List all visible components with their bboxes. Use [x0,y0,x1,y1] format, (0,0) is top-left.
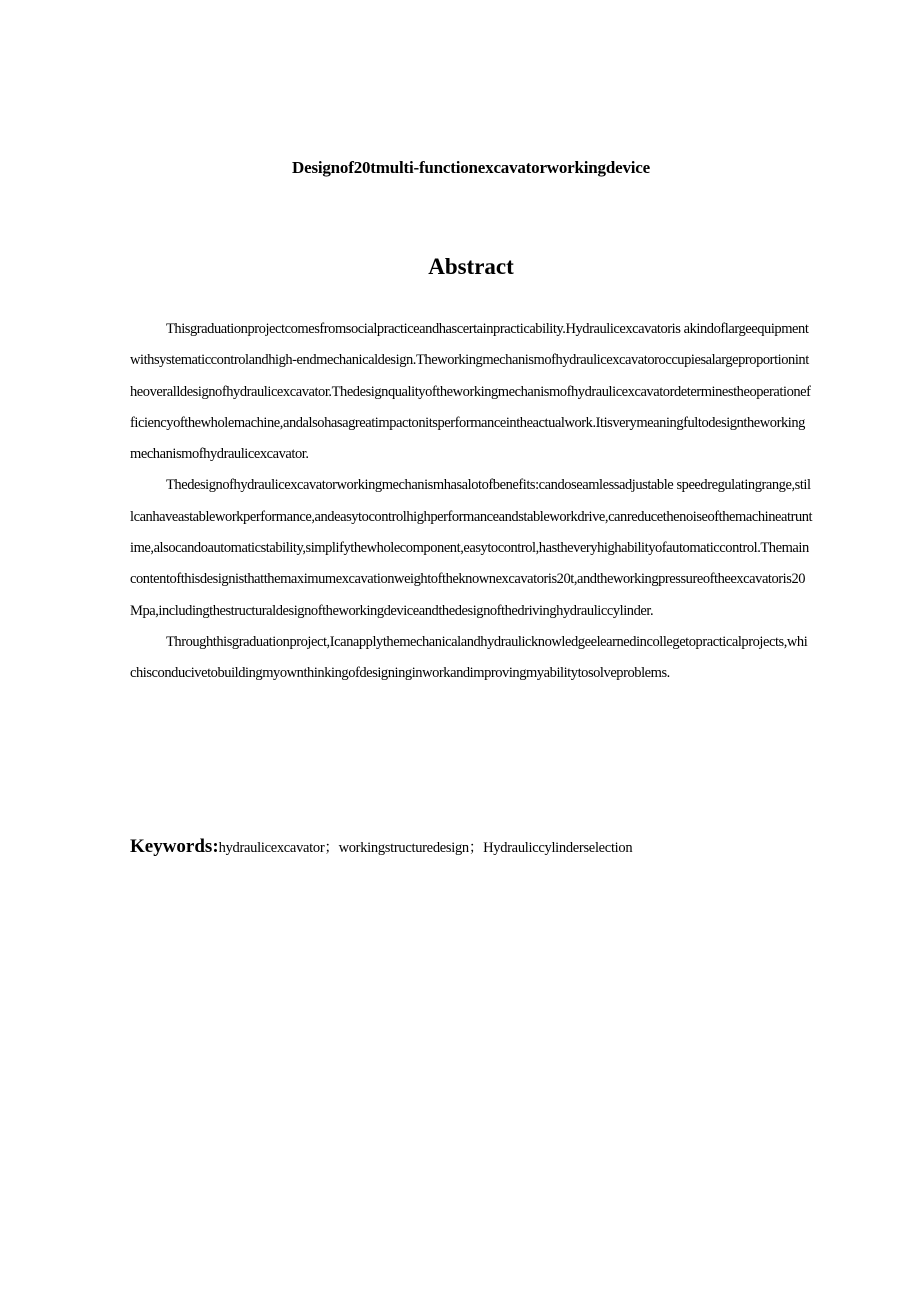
abstract-paragraph-1: Thisgraduationprojectcomesfromsocialpracticeandhascertainpracticability.Hydraulicexcavatoris akindoflargeequipmentwithsystematiccontrolandhigh-endmechanicaldesign.Theworkingmechanismofhydraulicexcavatoroccupiesalargeproportionintheoveralldesignofhydraulicexcavator.Thedesignqualityoftheworkingmechanismofhydraulicexcavatordeterminestheoperationefficiencyofthewholemachine,andalsohasagreatimpactonitsperformanceintheactualwork.Itisverymeaningfultodesigntheworkingmechanismofhydraulicexcavator. [130,321,811,463]
thesis-title: Designof20tmulti-functionexcavatorworkingdevice [292,158,650,177]
abstract-paragraph-2: Thedesignofhydraulicexcavatorworkingmechanismhasalotofbenefits:candoseamlessadjustable speedregulatingrange,stillcanhaveastableworkperformance,andeasytocontrolhighperformanceandstableworkdrive,canreducethenoiseofthemachineatruntime,alsocandoautomaticstability,simplifythewholecomponent,easytocontrol,hastheveryhighabilityofautomaticcontrol.Themaincontentofthisdesignisthatthemaximumexcavationweightoftheknownexcavatoris20t,andtheworkingpressureoftheexcavatoris20Mpa,includingthestructuraldesignoftheworkingdeviceandthedesignofthedrivinghydrauliccylinder. [130,477,813,619]
abstract-body [130,314,813,690]
keywords-label: Keywords: [130,836,219,857]
keywords-text: hydraulicexcavator；workingstructuredesign；Hydrauliccylinderselection [218,840,633,856]
abstract-heading: Abstract [428,254,514,279]
abstract-paragraph-3: Throughthisgraduationproject,Icanapplythemechanicalandhydraulicknowledgeelearnedincollegetopracticalprojects,whichisconducivetobuildingmyownthinkingofdesigninginworkandimprovingmyabilitytosolveproblems. [130,633,808,682]
keywords-line [130,836,830,858]
